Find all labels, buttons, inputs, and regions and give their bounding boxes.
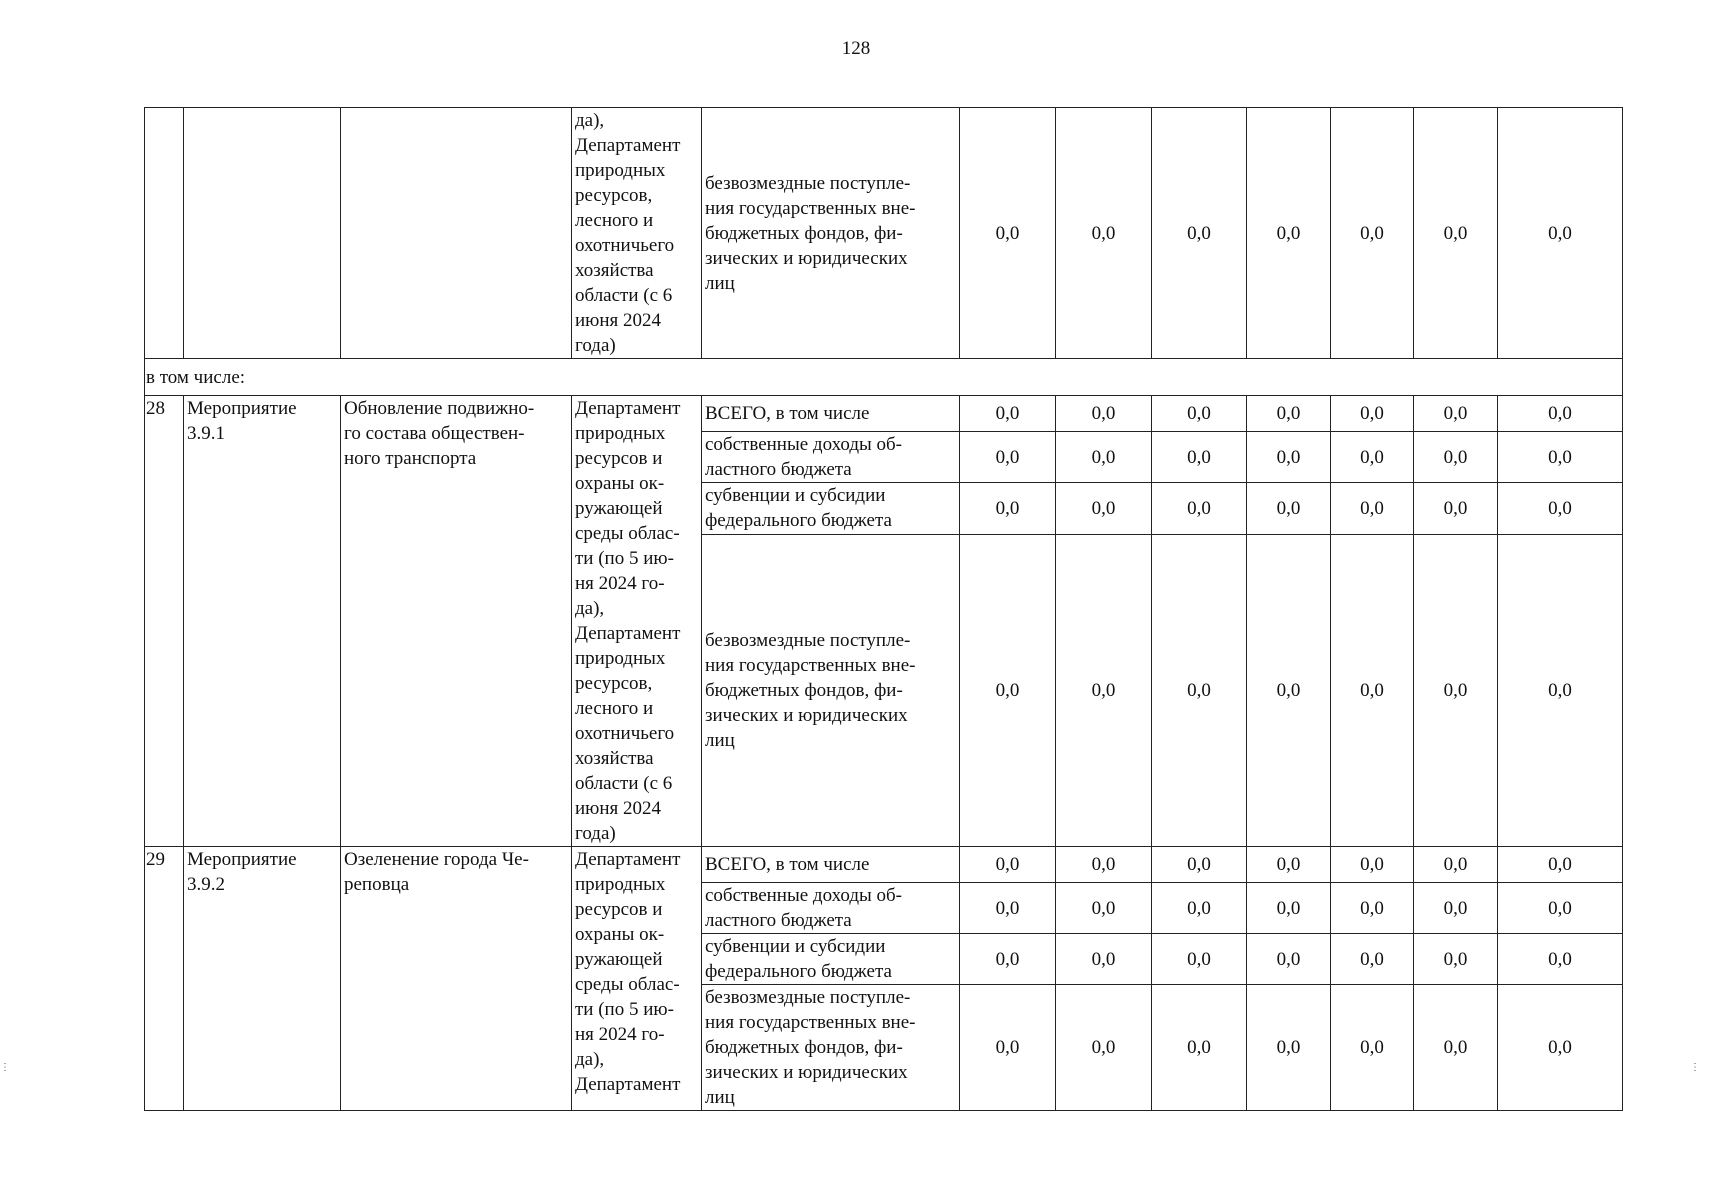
value-cell: 0,0 xyxy=(1247,985,1331,1111)
including-label: в том числе: xyxy=(145,359,1623,396)
value-cell: 0,0 xyxy=(1152,483,1247,534)
value-cell: 0,0 xyxy=(1247,534,1331,846)
continuation-row xyxy=(145,108,1623,359)
value-cell: 0,0 xyxy=(1056,108,1152,359)
value-cell: 0,0 xyxy=(1331,985,1414,1111)
table-body xyxy=(145,108,1623,1111)
source-label: собственные доходы об- ластного бюджета xyxy=(702,883,960,934)
value-cell: 0,0 xyxy=(960,847,1056,883)
event-cell: Мероприятие 3.9.2 xyxy=(184,847,341,1111)
value-cell: 0,0 xyxy=(1152,847,1247,883)
value-cell: 0,0 xyxy=(1498,108,1623,359)
source-label: безвозмездные поступле- ния государственных вне- бюджетных фондов, фи- зических и юридических лиц xyxy=(702,985,960,1111)
value-cell: 0,0 xyxy=(1498,934,1623,985)
source-label: субвенции и субсидии федерального бюджета xyxy=(702,934,960,985)
event-cell xyxy=(184,108,341,359)
value-cell: 0,0 xyxy=(1331,934,1414,985)
value-cell: 0,0 xyxy=(1056,883,1152,934)
value-cell: 0,0 xyxy=(960,883,1056,934)
value-cell: 0,0 xyxy=(960,934,1056,985)
value-cell: 0,0 xyxy=(1247,883,1331,934)
table-row xyxy=(145,847,1623,883)
budget-table xyxy=(144,107,1623,1111)
value-cell: 0,0 xyxy=(960,432,1056,483)
value-cell: 0,0 xyxy=(960,985,1056,1111)
source-cell: безвозмездные поступле- ния государственных вне- бюджетных фондов, фи- зических и юридических лиц xyxy=(702,108,960,359)
including-row xyxy=(145,359,1623,396)
value-cell: 0,0 xyxy=(1498,396,1623,432)
value-cell: 0,0 xyxy=(1152,985,1247,1111)
value-cell: 0,0 xyxy=(960,483,1056,534)
value-cell: 0,0 xyxy=(1056,934,1152,985)
value-cell: 0,0 xyxy=(1414,883,1498,934)
value-cell: 0,0 xyxy=(1247,432,1331,483)
name-cell: Обновление подвижно- го состава обществен- ного транспорта xyxy=(341,396,572,847)
value-cell: 0,0 xyxy=(1414,432,1498,483)
value-cell: 0,0 xyxy=(1331,396,1414,432)
value-cell: 0,0 xyxy=(1056,847,1152,883)
table-row xyxy=(145,396,1623,432)
value-cell: 0,0 xyxy=(1331,847,1414,883)
value-cell: 0,0 xyxy=(1414,483,1498,534)
value-cell: 0,0 xyxy=(1498,847,1623,883)
name-cell xyxy=(341,108,572,359)
value-cell: 0,0 xyxy=(1056,534,1152,846)
source-label: безвозмездные поступле- ния государственных вне- бюджетных фондов, фи- зических и юридических лиц xyxy=(702,534,960,846)
value-cell: 0,0 xyxy=(960,108,1056,359)
value-cell: 0,0 xyxy=(1247,108,1331,359)
value-cell: 0,0 xyxy=(1152,108,1247,359)
value-cell: 0,0 xyxy=(960,534,1056,846)
source-label: ВСЕГО, в том числе xyxy=(702,847,960,883)
value-cell: 0,0 xyxy=(1414,534,1498,846)
value-cell: 0,0 xyxy=(1056,985,1152,1111)
value-cell: 0,0 xyxy=(1331,534,1414,846)
page-number: 128 xyxy=(841,38,871,59)
value-cell: 0,0 xyxy=(1152,883,1247,934)
value-cell: 0,0 xyxy=(1331,108,1414,359)
value-cell: 0,0 xyxy=(1498,534,1623,846)
value-cell: 0,0 xyxy=(1152,534,1247,846)
value-cell: 0,0 xyxy=(1414,108,1498,359)
value-cell: 0,0 xyxy=(1414,396,1498,432)
event-cell: Мероприятие 3.9.1 xyxy=(184,396,341,847)
right-margin-marks: ⋮ xyxy=(1690,1062,1700,1073)
source-label: субвенции и субсидии федерального бюджета xyxy=(702,483,960,534)
value-cell: 0,0 xyxy=(1414,934,1498,985)
value-cell: 0,0 xyxy=(1498,985,1623,1111)
value-cell: 0,0 xyxy=(1247,483,1331,534)
value-cell: 0,0 xyxy=(960,396,1056,432)
value-cell: 0,0 xyxy=(1247,396,1331,432)
row-number: 29 xyxy=(145,847,184,1111)
value-cell: 0,0 xyxy=(1152,432,1247,483)
value-cell: 0,0 xyxy=(1331,883,1414,934)
value-cell: 0,0 xyxy=(1498,432,1623,483)
value-cell: 0,0 xyxy=(1331,483,1414,534)
responsible-cell: Департамент природных ресурсов и охраны ок- ружающей среды облас- ти (по 5 ию- ня 2024 го- да), Департамент природных ресурсов, лесного и охотничьего хозяйства области (с 6 июня 2024 года) xyxy=(572,396,702,847)
value-cell: 0,0 xyxy=(1056,483,1152,534)
value-cell: 0,0 xyxy=(1056,396,1152,432)
value-cell: 0,0 xyxy=(1152,396,1247,432)
left-margin-marks: ⋮ xyxy=(0,1062,10,1073)
row-number: 28 xyxy=(145,396,184,847)
value-cell: 0,0 xyxy=(1152,934,1247,985)
value-cell: 0,0 xyxy=(1498,883,1623,934)
value-cell: 0,0 xyxy=(1056,432,1152,483)
value-cell: 0,0 xyxy=(1247,847,1331,883)
responsible-cell: Департамент природных ресурсов и охраны ок- ружающей среды облас- ти (по 5 ию- ня 2024 го- да), Департамент xyxy=(572,847,702,1111)
responsible-cell: да), Департамент природных ресурсов, лесного и охотничьего хозяйства области (с 6 июня 2024 года) xyxy=(572,108,702,359)
source-label: собственные доходы об- ластного бюджета xyxy=(702,432,960,483)
value-cell: 0,0 xyxy=(1498,483,1623,534)
name-cell: Озеленение города Че- реповца xyxy=(341,847,572,1111)
number-cell xyxy=(145,108,184,359)
value-cell: 0,0 xyxy=(1247,934,1331,985)
value-cell: 0,0 xyxy=(1414,985,1498,1111)
value-cell: 0,0 xyxy=(1331,432,1414,483)
value-cell: 0,0 xyxy=(1414,847,1498,883)
source-label: ВСЕГО, в том числе xyxy=(702,396,960,432)
